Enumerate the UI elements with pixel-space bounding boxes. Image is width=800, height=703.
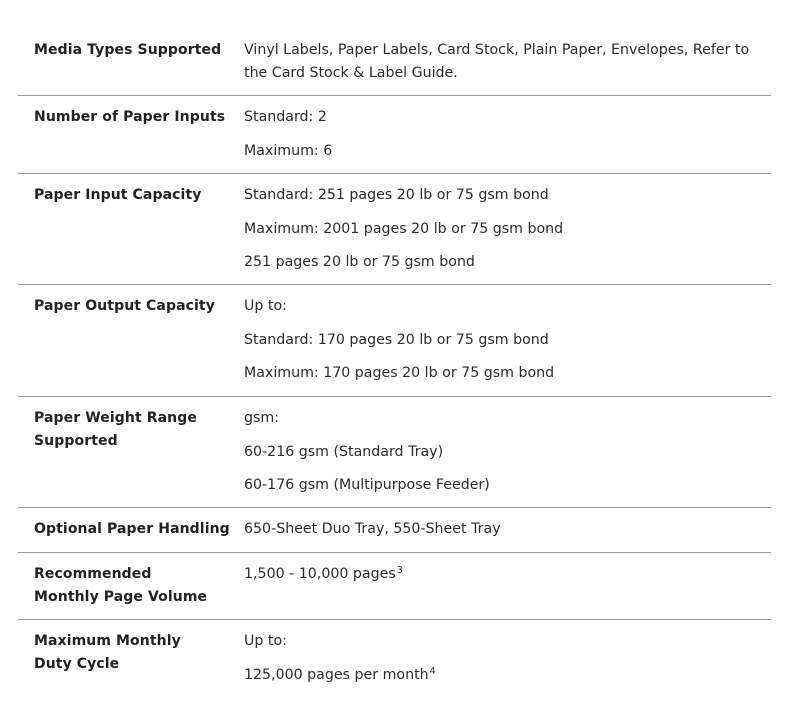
- spec-values: [244, 174, 771, 284]
- spec-value-line: Maximum: 170 pages 20 lb or 75 gsm bond: [244, 365, 555, 381]
- spec-value-line: Vinyl Labels, Paper Labels, Card Stock, Plain Paper, Envelopes, Refer to the Card Stock & Label Guide.: [244, 42, 750, 81]
- spec-value-line: Standard: 170 pages 20 lb or 75 gsm bond: [244, 331, 549, 348]
- spec-label: Maximum Monthly Duty Cycle: [34, 633, 181, 672]
- spec-values: [244, 96, 771, 173]
- spec-value-line: gsm:: [244, 410, 279, 426]
- spec-value-text: 1,500 - 10,000 pages: [244, 566, 396, 582]
- spec-label: Media Types Supported: [34, 42, 222, 58]
- spec-row-duty-cycle: [18, 620, 771, 698]
- spec-value-line: Standard: 251 pages 20 lb or 75 gsm bond: [244, 187, 549, 203]
- spec-value-line: 60-176 gsm (Multipurpose Feeder): [244, 477, 490, 493]
- spec-value-line: Up to:: [244, 298, 287, 314]
- spec-row-optional-paper-handling: [18, 508, 771, 553]
- footnote-marker: 3: [396, 565, 403, 577]
- spec-row-media-types: [18, 29, 771, 96]
- spec-table: [18, 29, 771, 698]
- spec-label: Paper Weight Range Supported: [34, 410, 197, 449]
- spec-value-text: 125,000 pages per month: [244, 666, 429, 683]
- spec-value-line: Maximum: 2001 pages 20 lb or 75 gsm bond: [244, 220, 564, 237]
- spec-value-line: Standard: 2: [244, 109, 327, 125]
- spec-label: Paper Input Capacity: [34, 187, 202, 203]
- footnote-marker: 4: [429, 665, 436, 677]
- spec-row-paper-inputs: [18, 96, 771, 174]
- spec-label: Number of Paper Inputs: [34, 109, 226, 125]
- spec-value-line: 650-Sheet Duo Tray, 550-Sheet Tray: [244, 521, 501, 537]
- spec-values: [244, 620, 771, 698]
- spec-values: [244, 508, 771, 552]
- spec-row-paper-output-capacity: [18, 285, 771, 397]
- spec-label: Recommended Monthly Page Volume: [34, 566, 208, 605]
- spec-value-line: Up to:: [244, 633, 287, 649]
- spec-label: Paper Output Capacity: [34, 298, 215, 314]
- spec-value-line: 251 pages 20 lb or 75 gsm bond: [244, 254, 475, 270]
- spec-value-line: [244, 563, 771, 586]
- spec-row-paper-weight-range: [18, 397, 771, 508]
- spec-value-line: [244, 664, 771, 687]
- spec-label: Optional Paper Handling: [34, 521, 230, 537]
- spec-value-line: 60-216 gsm (Standard Tray): [244, 443, 444, 460]
- spec-values: [244, 29, 771, 95]
- spec-values: [244, 553, 771, 619]
- spec-value-line: Maximum: 6: [244, 142, 333, 159]
- spec-values: [244, 397, 771, 507]
- spec-row-paper-input-capacity: [18, 174, 771, 285]
- spec-values: [244, 285, 771, 396]
- spec-row-recommended-volume: [18, 553, 771, 620]
